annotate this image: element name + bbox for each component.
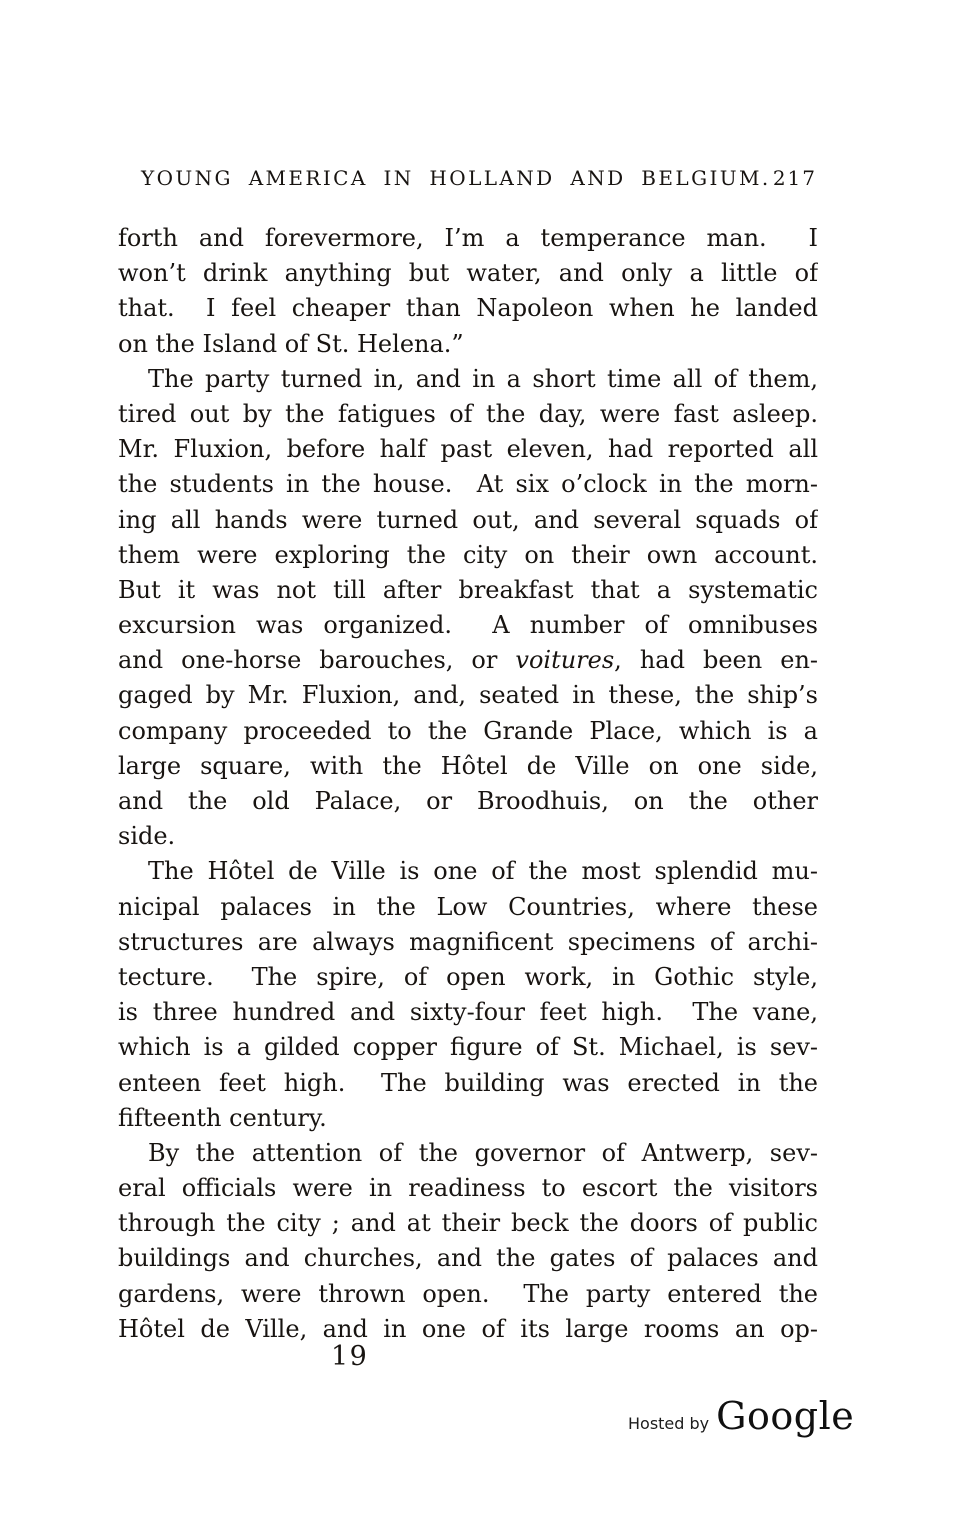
google-attribution: [628, 1394, 854, 1438]
text-line: company proceeded to the Grande Place, which is a: [118, 716, 818, 745]
text-line: that. I feel cheaper than Napoleon when he landed: [118, 294, 818, 323]
text-line: eral officials were in readiness to escort the visitors: [118, 1174, 818, 1203]
text-line: and one-horse barouches, or voitures, had been en-: [118, 646, 818, 675]
text-line: through the city ; and at their beck the doors of public: [118, 1209, 818, 1238]
italic-text: voitures: [515, 646, 615, 675]
text-line: Mr. Fluxion, before half past eleven, had reported all: [118, 435, 818, 464]
paragraph: [118, 221, 818, 362]
text-line: forth and forevermore, I’m a temperance man. I: [118, 224, 818, 252]
paragraph: [118, 854, 818, 1136]
text-line: side.: [118, 822, 176, 851]
paragraph: [118, 362, 818, 855]
text-line: large square, with the Hôtel de Ville on one side,: [118, 751, 818, 780]
text-line: which is a gilded copper figure of St. Michael, is sev-: [118, 1033, 818, 1062]
text-line: ing all hands were turned out, and several squads of: [118, 505, 818, 534]
text-line: on the Island of St. Helena.”: [118, 329, 464, 358]
header-title: YOUNG AMERICA IN HOLLAND AND BELGIUM.: [141, 166, 771, 190]
text-line: and the old Palace, or Broodhuis, on the other: [118, 787, 818, 815]
text-line: But it was not till after breakfast that a systematic: [118, 575, 818, 604]
text-line: The party turned in, and in a short time all of them,: [148, 364, 818, 393]
signature-mark: 19: [331, 1341, 369, 1372]
text-line: The Hôtel de Ville is one of the most splendid mu-: [148, 857, 818, 886]
paragraph: [118, 1136, 818, 1347]
text-line: structures are always magnificent specimens of archi-: [118, 927, 818, 956]
text-line: won’t drink anything but water, and only a little of: [118, 259, 818, 288]
text-line: Hôtel de Ville, and in one of its large rooms an op-: [118, 1314, 818, 1343]
text-line: is three hundred and sixty-four feet high. The vane,: [118, 998, 818, 1027]
running-header: [141, 166, 817, 190]
google-logo: Google: [716, 1394, 855, 1438]
text-line: enteen feet high. The building was erected in the: [118, 1068, 818, 1097]
header-page-number: 217: [772, 166, 817, 190]
text-line: gardens, were thrown open. The party entered the: [118, 1279, 818, 1308]
text-line: gaged by Mr. Fluxion, and, seated in these, the ship’s: [118, 681, 818, 710]
hosted-by-label: Hosted by: [628, 1414, 710, 1433]
page-body: [118, 221, 818, 1347]
text-line: excursion was organized. A number of omnibuses: [118, 611, 818, 640]
text-line: tired out by the fatigues of the day, were fast asleep.: [118, 399, 818, 428]
text-line: them were exploring the city on their own account.: [118, 540, 818, 569]
text-line: fifteenth century.: [118, 1103, 327, 1132]
text-line: nicipal palaces in the Low Countries, where these: [118, 892, 818, 921]
text-line: the students in the house. At six o’clock in the morn-: [118, 470, 818, 499]
text-line: buildings and churches, and the gates of palaces and: [118, 1244, 818, 1273]
text-line: By the attention of the governor of Antwerp, sev-: [148, 1138, 818, 1167]
text-line: tecture. The spire, of open work, in Gothic style,: [118, 962, 818, 991]
